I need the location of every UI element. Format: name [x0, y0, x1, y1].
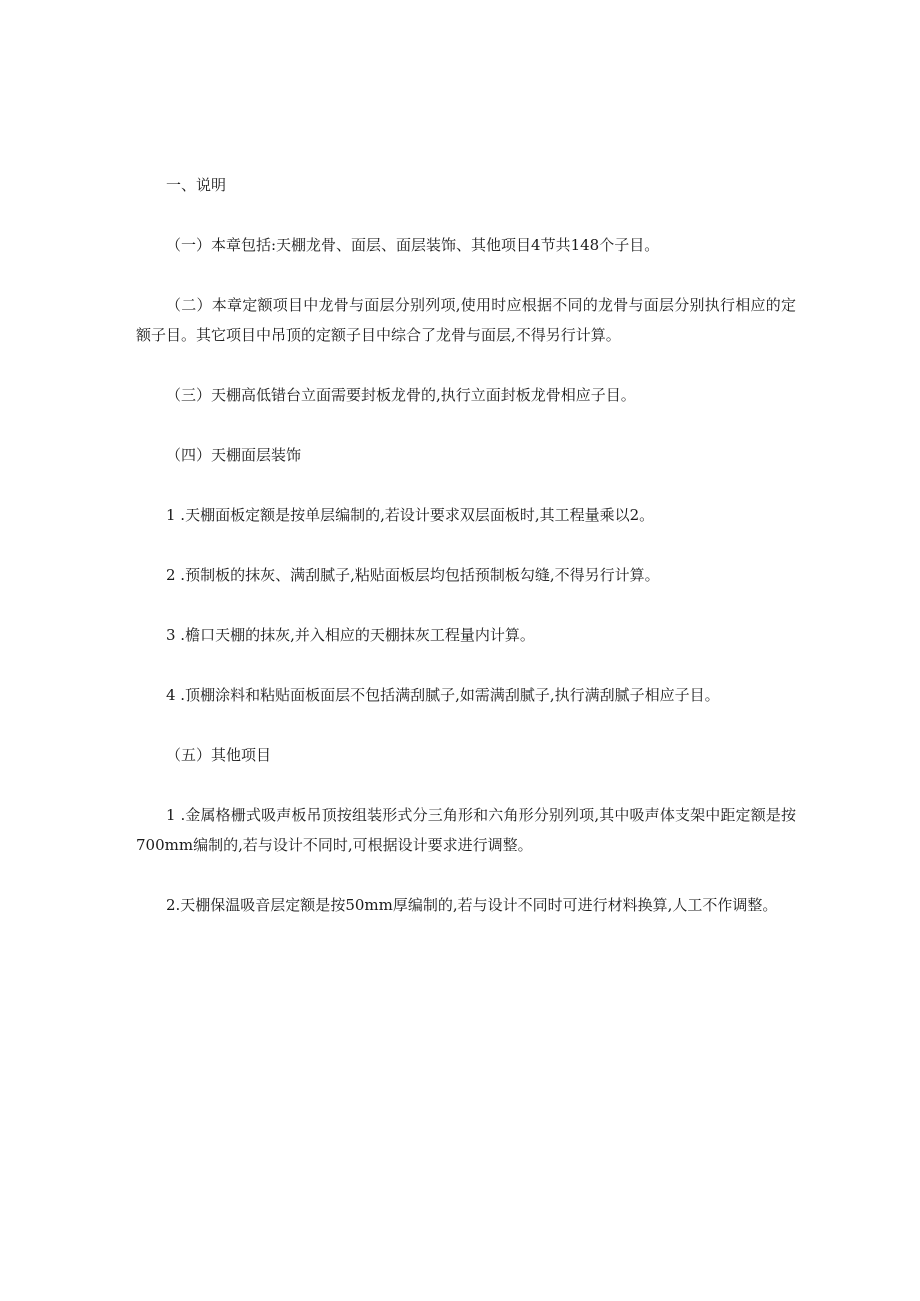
paragraph-3: （三）天棚高低错台立面需要封板龙骨的,执行立面封板龙骨相应子目。	[166, 386, 636, 404]
subsection-heading-4: （四）天棚面层装饰	[166, 446, 302, 464]
section-heading: 一、说明	[166, 176, 227, 194]
list-item-4-2: 2 .预制板的抹灰、满刮腻子,粘贴面板层均包括预制板勾缝,不得另行计算。	[166, 566, 660, 584]
list-item-4-4: 4 .顶棚涂料和粘贴面板面层不包括满刮腻子,如需满刮腻子,执行满刮腻子相应子目。	[166, 686, 720, 704]
list-item-5-1: 1 .金属格栅式吸声板吊顶按组装形式分三角形和六角形分别列项,其中吸声体支架中距定额是按700mm编制的,若与设计不同时,可根据设计要求进行调整。	[136, 806, 796, 854]
paragraph-1: （一）本章包括:天棚龙骨、面层、面层装饰、其他项目4节共148个子目。	[166, 236, 660, 254]
subsection-heading-5: （五）其他项目	[166, 746, 272, 764]
list-item-4-1: 1 .天棚面板定额是按单层编制的,若设计要求双层面板时,其工程量乘以2。	[166, 506, 655, 524]
document-body	[136, 170, 796, 950]
paragraph-2: （二）本章定额项目中龙骨与面层分别列项,使用时应根据不同的龙骨与面层分别执行相应的定额子目。其它项目中吊顶的定额子目中综合了龙骨与面层,不得另行计算。	[136, 296, 796, 344]
list-item-5-2: 2.天棚保温吸音层定额是按50mm厚编制的,若与设计不同时可进行材料换算,人工不作调整。	[166, 896, 778, 914]
list-item-4-3: 3 .檐口天棚的抹灰,并入相应的天棚抹灰工程量内计算。	[166, 626, 535, 644]
